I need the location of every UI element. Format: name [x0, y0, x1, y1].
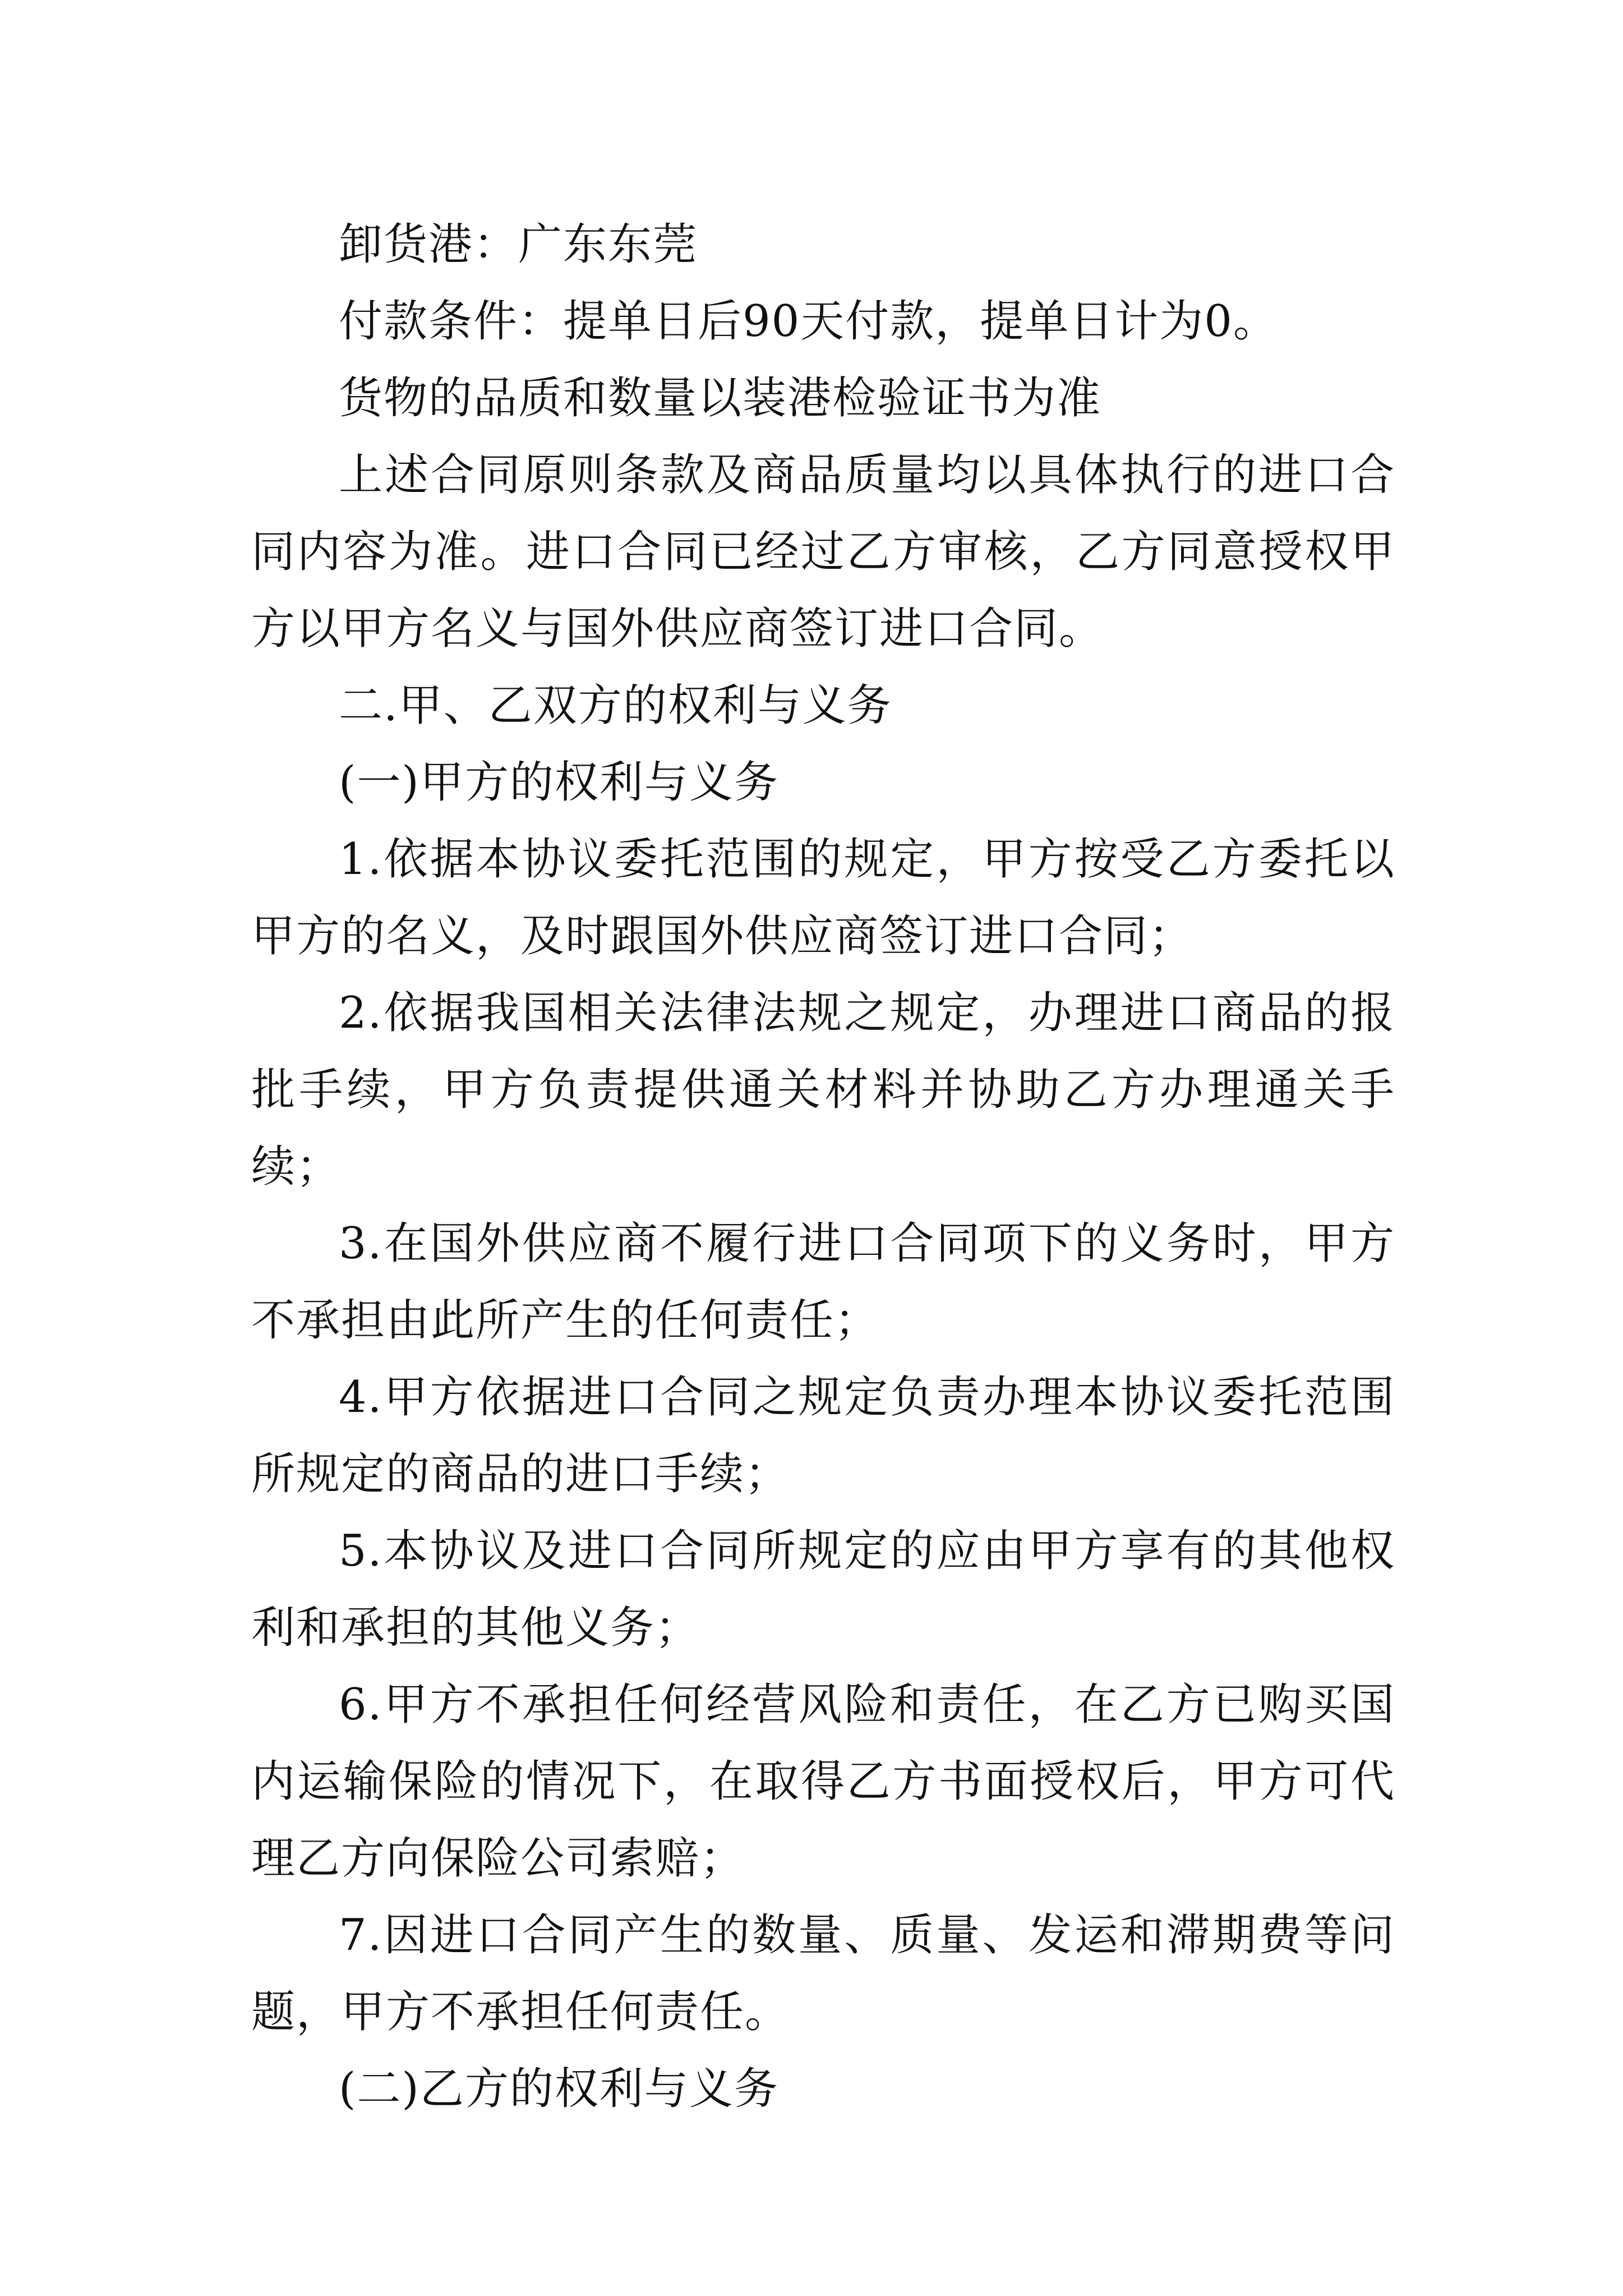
party-a-clause-1: 1.依据本协议委托范围的规定，甲方按受乙方委托以甲方的名义，及时跟国外供应商签订进口合同；: [251, 834, 1395, 961]
quality-quantity-line: 货物的品质和数量以装港检验证书为准: [339, 373, 1102, 424]
contract-basis-paragraph: 上述合同原则条款及商品质量均以具体执行的进口合同内容为准。进口合同已经过乙方审核，乙方同意授权甲方以甲方名义与国外供应商签订进口合同。: [251, 450, 1395, 654]
party-a-clause-7: 7.因进口合同产生的数量、质量、发运和滞期费等问题，甲方不承担任何责任。: [251, 1910, 1395, 2037]
party-a-clause-3: 3.在国外供应商不履行进口合同项下的义务时，甲方不承担由此所产生的任何责任；: [251, 1218, 1395, 1346]
section-heading-rights-obligations: 二.甲、乙双方的权利与义务: [339, 680, 892, 731]
document-body: [251, 206, 1395, 2128]
party-a-clause-6: 6.甲方不承担任何经营风险和责任，在乙方已购买国内运输保险的情况下，在取得乙方书面授权后，甲方可代理乙方向保险公司索赔；: [251, 1680, 1395, 1884]
subsection-heading-party-a: (一)甲方的权利与义务: [339, 757, 779, 808]
party-a-clause-5: 5.本协议及进口合同所规定的应由甲方享有的其他权利和承担的其他义务；: [251, 1526, 1395, 1653]
subsection-heading-party-b: (二)乙方的权利与义务: [339, 2064, 779, 2114]
party-a-clause-4: 4.甲方依据进口合同之规定负责办理本协议委托范围所规定的商品的进口手续；: [251, 1372, 1395, 1499]
party-a-clause-2: 2.依据我国相关法律法规之规定，办理进口商品的报批手续，甲方负责提供通关材料并协助乙方办理通关手续；: [251, 988, 1395, 1192]
payment-terms-line: 付款条件：提单日后90天付款，提单日计为0。: [339, 296, 1278, 347]
unloading-port-line: 卸货港：广东东莞: [339, 219, 698, 270]
